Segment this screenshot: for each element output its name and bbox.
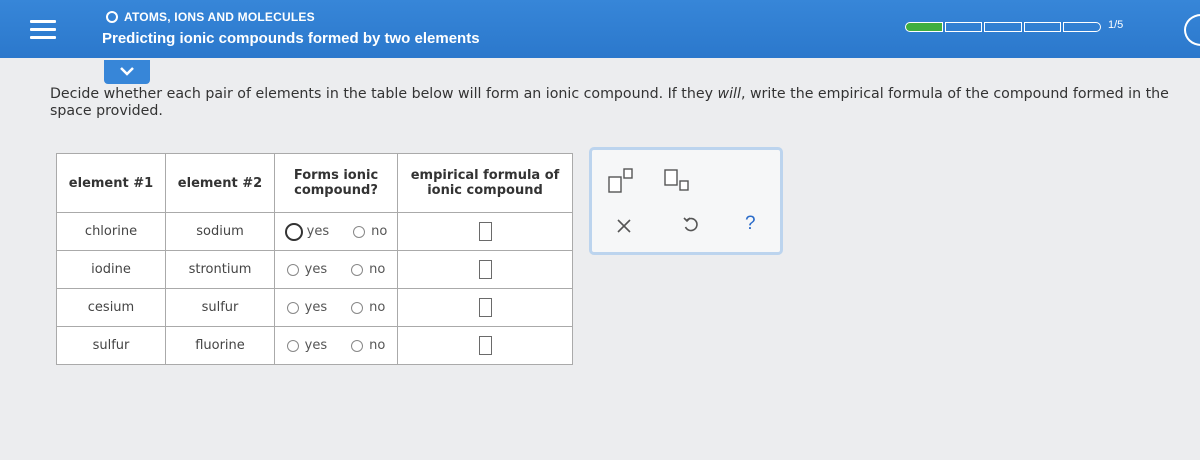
radio-circle-icon xyxy=(351,302,363,314)
header-forms-ionic-line1: Forms ionic xyxy=(293,168,379,183)
element2-cell: strontium xyxy=(166,251,275,289)
no-radio[interactable] xyxy=(353,223,387,241)
yes-radio[interactable] xyxy=(287,338,327,353)
table-row xyxy=(57,289,573,327)
question-table xyxy=(56,153,573,365)
progress-segment xyxy=(1024,22,1062,32)
radio-circle-icon xyxy=(351,340,363,352)
radio-circle-icon xyxy=(287,340,299,352)
help-icon[interactable]: ? xyxy=(745,213,756,234)
progress-segment xyxy=(984,22,1022,32)
topic-text: ATOMS, IONS AND MOLECULES xyxy=(124,10,315,24)
no-label: no xyxy=(369,262,386,277)
element2-cell: sodium xyxy=(166,213,275,251)
header-formula xyxy=(398,154,573,213)
subscript-icon[interactable] xyxy=(664,168,694,198)
table-row xyxy=(57,213,573,251)
formula-cell xyxy=(398,213,573,251)
no-label: no xyxy=(371,224,388,239)
element1-cell: sulfur xyxy=(57,327,166,365)
yes-label: yes xyxy=(304,262,328,277)
element2-cell: fluorine xyxy=(166,327,275,365)
table-header-row xyxy=(57,154,573,213)
tool-palette xyxy=(589,147,783,255)
radio-circle-icon xyxy=(351,264,363,276)
element1-cell: chlorine xyxy=(57,213,166,251)
progress-segment xyxy=(1063,22,1101,32)
formula-answer-box[interactable] xyxy=(479,260,492,279)
element1-cell: cesium xyxy=(57,289,166,327)
instructions xyxy=(50,86,1200,120)
menu-icon[interactable] xyxy=(30,20,56,40)
page-title: Predicting ionic compounds formed by two elements xyxy=(102,30,480,47)
header-formula-line2: ionic compound xyxy=(427,183,543,198)
element2-cell: sulfur xyxy=(166,289,275,327)
formula-answer-box[interactable] xyxy=(479,298,492,317)
yes-label: yes xyxy=(304,300,328,315)
header-formula-line1: empirical formula of xyxy=(410,168,560,183)
header-element1: element #1 xyxy=(57,154,166,213)
no-radio[interactable] xyxy=(351,300,385,315)
table-row xyxy=(57,327,573,365)
formula-cell xyxy=(398,251,573,289)
superscript-icon[interactable] xyxy=(608,168,638,198)
header-forms-ionic-line2: compound? xyxy=(294,183,378,198)
forms-ionic-cell xyxy=(275,213,398,251)
progress-segment xyxy=(905,22,943,32)
yes-label: yes xyxy=(304,338,328,353)
radio-circle-icon xyxy=(353,226,365,238)
progress-segment xyxy=(945,22,983,32)
undo-icon[interactable] xyxy=(682,216,700,238)
no-radio[interactable] xyxy=(351,262,385,277)
chevron-down-icon xyxy=(119,66,135,76)
formula-cell xyxy=(398,289,573,327)
radio-circle-icon xyxy=(287,264,299,276)
formula-answer-box[interactable] xyxy=(479,336,492,355)
radio-circle-icon xyxy=(285,223,303,241)
element1-cell: iodine xyxy=(57,251,166,289)
formula-answer-box[interactable] xyxy=(479,222,492,241)
header-forms-ionic xyxy=(275,154,398,213)
instructions-emphasis: will xyxy=(717,86,741,102)
table-row xyxy=(57,251,573,289)
yes-radio[interactable] xyxy=(287,262,327,277)
partial-circle-icon[interactable] xyxy=(1184,14,1200,46)
clear-icon[interactable] xyxy=(617,218,631,237)
instructions-part2: , write the empirical formula of the compound formed in the space provided. xyxy=(50,86,1169,119)
no-label: no xyxy=(369,300,386,315)
forms-ionic-cell xyxy=(275,289,398,327)
no-label: no xyxy=(369,338,386,353)
instructions-part1: Decide whether each pair of elements in the table below will form an ionic compound. If they xyxy=(50,86,718,102)
yes-label: yes xyxy=(306,224,330,239)
yes-radio[interactable] xyxy=(285,223,329,241)
progress-text: 1/5 xyxy=(1108,19,1124,31)
formula-cell xyxy=(398,327,573,365)
header-bar xyxy=(0,0,1200,58)
forms-ionic-cell xyxy=(275,251,398,289)
forms-ionic-cell xyxy=(275,327,398,365)
topic-label xyxy=(106,10,315,24)
header-element2: element #2 xyxy=(166,154,275,213)
topic-circle-icon xyxy=(106,11,118,23)
progress-bar xyxy=(905,22,1101,32)
collapse-button[interactable] xyxy=(104,60,150,84)
yes-radio[interactable] xyxy=(287,300,327,315)
no-radio[interactable] xyxy=(351,338,385,353)
radio-circle-icon xyxy=(287,302,299,314)
